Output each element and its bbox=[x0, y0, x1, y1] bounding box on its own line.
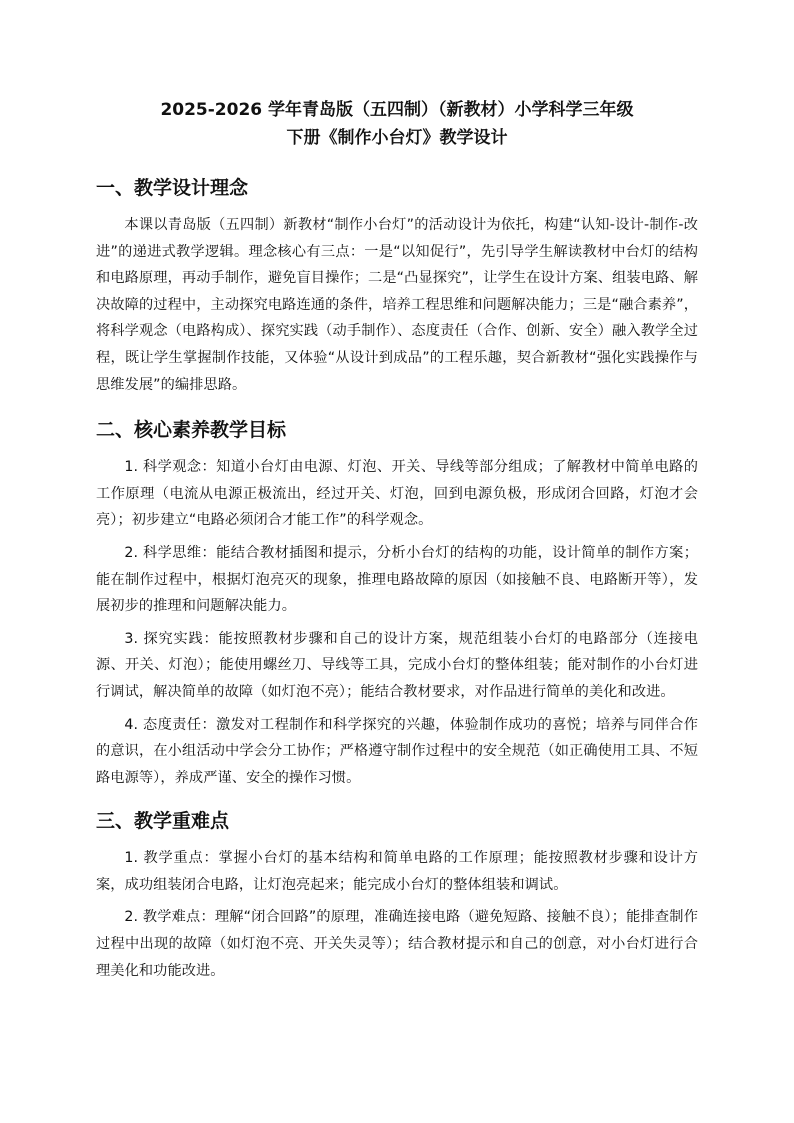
paragraph: 2. 教学难点：理解“闭合回路”的原理，准确连接电路（避免短路、接触不良）；能排查制作过程中出现的故障（如灯泡不亮、开关失灵等）；结合教材提示和自己的创意，对小台灯进行合理美化和功能改进。 bbox=[96, 909, 698, 979]
section-teaching-goals bbox=[96, 416, 698, 791]
document-title bbox=[96, 96, 698, 152]
section-heading: 三、教学重难点 bbox=[96, 810, 230, 833]
section-key-difficulties bbox=[96, 807, 698, 984]
paragraph: 3. 探究实践：能按照教材步骤和自己的设计方案，规范组装小台灯的电路部分（连接电源、开关、灯泡）；能使用螺丝刀、导线等工具，完成小台灯的整体组装；能对制作的小台灯进行调试，解决简单的故障（如灯泡不亮）；能结合教材要求，对作品进行简单的美化和改进。 bbox=[96, 630, 698, 700]
paragraph: 本课以青岛版（五四制）新教材“制作小台灯”的活动设计为依托，构建“认知-设计-制作-改进”的递进式教学逻辑。理念核心有三点：一是“以知促行”，先引导学生解读教材中台灯的结构和电路原理，再动手制作，避免盲目操作；二是“凸显探究”，让学生在设计方案、组装电路、解决故障的过程中，主动探究电路连通的条件，培养工程思维和问题解决能力；三是“融合素养”，将科学观念（电路构成）、探究实践（动手制作）、态度责任（合作、创新、安全）融入教学全过程，既让学生掌握制作技能，又体验“从设计到成品”的工程乐趣，契合新教材“强化实践操作与思维发展”的编排思路。 bbox=[96, 217, 698, 393]
paragraph: 4. 态度责任：激发对工程制作和科学探究的兴趣，体验制作成功的喜悦；培养与同伴合作的意识，在小组活动中学会分工协作；严格遵守制作过程中的安全规范（如正确使用工具、不短路电源等），养成严谨、安全的操作习惯。 bbox=[96, 716, 698, 786]
section-heading: 二、核心素养教学目标 bbox=[96, 419, 287, 442]
section-heading: 一、教学设计理念 bbox=[96, 177, 249, 199]
section-design-concept bbox=[96, 174, 698, 398]
paragraph: 2. 科学思维：能结合教材插图和提示，分析小台灯的结构的功能，设计简单的制作方案；能在制作过程中，根据灯泡亮灭的现象，推理电路故障的原因（如接触不良、电路断开等），发展初步的推理和问题解决能力。 bbox=[96, 544, 698, 615]
paragraph: 1. 教学重点：掌握小台灯的基本结构和简单电路的工作原理；能按照教材步骤和设计方案，成功组装闭合电路，让灯泡亮起来；能完成小台灯的整体组装和调试。 bbox=[96, 850, 698, 893]
paragraph: 1. 科学观念：知道小台灯由电源、灯泡、开关、导线等部分组成；了解教材中简单电路的工作原理（电流从电源正极流出，经过开关、灯泡，回到电源负极，形成闭合回路，灯泡才会亮）；初步建立“电路必须闭合才能工作”的科学观念。 bbox=[96, 459, 698, 529]
title-line-2: 下册《制作小台灯》教学设计 bbox=[286, 128, 508, 148]
title-line-1: 2025-2026 学年青岛版（五四制）（新教材）小学科学三年级 bbox=[160, 100, 634, 120]
